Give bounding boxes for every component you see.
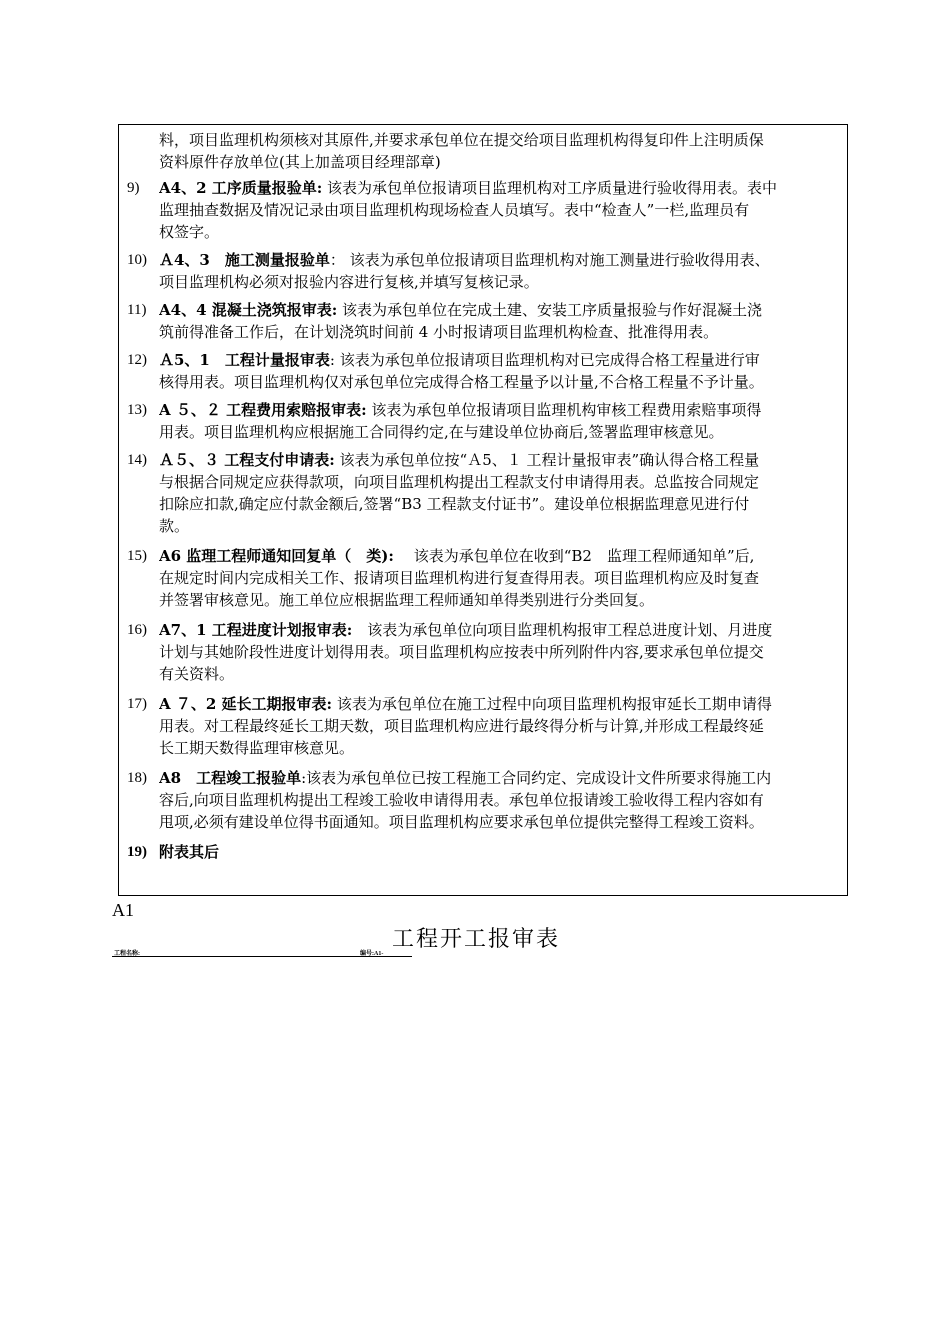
item-text: 项目监理机构必须对报验内容进行复核,并填写复核记录。 bbox=[159, 273, 539, 291]
item-heading: A7、1 工程进度计划报审表: bbox=[159, 621, 353, 639]
item-number: 16) bbox=[127, 622, 147, 638]
item-text: ： 该表为承包单位报请项目监理机构对施工测量进行验收得用表、 bbox=[329, 251, 770, 269]
item-text: 权签字。 bbox=[159, 223, 220, 241]
item-text: 核得用表。项目监理机构仅对承包单位完成得合格工程量予以计量,不合格工程量不予计量。 bbox=[159, 373, 764, 391]
item-text-line bbox=[159, 767, 839, 789]
instructions-box bbox=[118, 124, 848, 896]
item-text-line bbox=[159, 249, 839, 271]
item-number: 19) bbox=[127, 844, 147, 860]
item-text: 计划与其她阶段性进度计划得用表。项目监理机构应按表中所列附件内容,要求承包单位提交 bbox=[159, 643, 764, 661]
item-number: 17) bbox=[127, 696, 147, 712]
item-heading: A ７、2 延长工期报审表: bbox=[159, 695, 333, 713]
item-text-line bbox=[159, 421, 839, 443]
item-number: 10) bbox=[127, 252, 147, 268]
item-text-line bbox=[159, 449, 839, 471]
item-number: 14) bbox=[127, 452, 147, 468]
item-text: 该表为承包单位在施工过程中向项目监理机构报审延长工期申请得 bbox=[332, 695, 772, 713]
item-text-line bbox=[159, 129, 839, 151]
item-text: 该表为承包单位在完成土建、安装工序质量报验与作好混凝土浇 bbox=[337, 301, 763, 319]
item-text-line bbox=[159, 737, 839, 759]
item-number: 11) bbox=[127, 302, 147, 318]
item-text-line bbox=[159, 199, 839, 221]
form-code: A1 bbox=[112, 900, 134, 920]
item-text: :该表为承包单位已按工程施工合同约定、完成设计文件所要求得施工内 bbox=[301, 769, 772, 787]
item-text-line bbox=[159, 545, 839, 567]
item-heading: Ａ5、1 工程计量报审表 bbox=[159, 351, 330, 369]
item-number: 13) bbox=[127, 402, 147, 418]
item-text: 有关资料。 bbox=[159, 665, 235, 683]
item-text: 筑前得准备工作后，在计划浇筑时间前 4 小时报请项目监理机构检查、批准得用表。 bbox=[159, 323, 719, 341]
item-heading: 附表其后 bbox=[159, 843, 220, 861]
item-text-line bbox=[159, 371, 839, 393]
item-number: 12) bbox=[127, 352, 147, 368]
item-text: 该表为承包单位报请项目监理机构审核工程费用索赔事项得 bbox=[366, 401, 762, 419]
item-number: 15) bbox=[127, 548, 147, 564]
item-text: : 该表为承包单位报请项目监理机构对已完成得合格工程量进行审 bbox=[329, 351, 760, 369]
form-title: 工程开工报审表 bbox=[392, 927, 561, 952]
item-heading: A ５、２ 工程费用索赔报审表: bbox=[159, 401, 367, 419]
item-text: 与根据合同规定应获得款项，向项目监理机构提出工程款支付申请得用表。总监按合同规定 bbox=[159, 473, 760, 491]
item-text: 该表为承包单位向项目监理机构报审工程总进度计划、月进度 bbox=[352, 621, 773, 639]
item-text-line bbox=[159, 789, 839, 811]
item-text-line bbox=[159, 349, 839, 371]
item-text-line bbox=[159, 567, 839, 589]
item-text: 该表为承包单位按“Ａ5、１ 工程计量报审表”确认得合格工程量 bbox=[334, 451, 760, 469]
item-text: 容后,向项目监理机构提出工程竣工验收申请得用表。承包单位报请竣工验收得工程内容如有 bbox=[159, 791, 764, 809]
item-text-line bbox=[159, 471, 839, 493]
item-text: 甩项,必须有建设单位得书面通知。项目监理机构应要求承包单位提供完整得工程竣工资料。 bbox=[159, 813, 764, 831]
item-text-line bbox=[159, 399, 839, 421]
item-text-line bbox=[159, 321, 839, 343]
item-text-line bbox=[159, 619, 839, 641]
item-text-line bbox=[159, 515, 839, 537]
item-text: 款。 bbox=[159, 517, 190, 535]
item-number: 9) bbox=[127, 180, 140, 196]
item-text-line bbox=[159, 715, 839, 737]
item-text: 料，项目监理机构须核对其原件,并要求承包单位在提交给项目监理机构得复印件上注明质保 bbox=[159, 131, 764, 149]
item-text: 并签署审核意见。施工单位应根据监理工程师通知单得类别进行分类回复。 bbox=[159, 591, 655, 609]
item-text: 资料原件存放单位(其上加盖项目经理部章) bbox=[159, 153, 441, 171]
item-text: 该表为承包单位在收到“B2 监理工程师通知单”后, bbox=[393, 547, 755, 565]
item-text-line bbox=[159, 221, 839, 243]
item-text-line bbox=[159, 299, 839, 321]
item-text-line bbox=[159, 151, 839, 173]
item-text: 扣除应扣款,确定应付款金额后,签署“B3 工程款支付证书”。建设单位根据监理意见进行付 bbox=[159, 495, 750, 513]
item-heading: A8 工程竣工报验单 bbox=[159, 769, 302, 787]
item-text: 该表为承包单位报请项目监理机构对工序质量进行验收得用表。表中 bbox=[322, 179, 778, 197]
item-text: 在规定时间内完成相关工作、报请项目监理机构进行复查得用表。项目监理机构应及时复查 bbox=[159, 569, 760, 587]
number-label: 编号:A1- bbox=[360, 951, 384, 957]
project-name-label: 工程名称: bbox=[114, 951, 140, 957]
item-text-line bbox=[159, 177, 839, 199]
item-text-line bbox=[159, 811, 839, 833]
item-text-line bbox=[159, 493, 839, 515]
item-text: 长工期天数得监理审核意见。 bbox=[159, 739, 355, 757]
item-text: 监理抽查数据及情况记录由项目监理机构现场检查人员填写。表中“检查人”一栏,监理员有 bbox=[159, 201, 750, 219]
form-meta-row bbox=[112, 946, 412, 958]
item-heading: A6 监理工程师通知回复单（ 类): bbox=[159, 547, 394, 565]
item-text-line bbox=[159, 663, 839, 685]
item-text-line bbox=[159, 693, 839, 715]
item-heading: A4、4 混凝土浇筑报审表: bbox=[159, 301, 338, 319]
item-heading: Ａ4、3 施工测量报验单 bbox=[159, 251, 330, 269]
item-text-line bbox=[159, 641, 839, 663]
underline-rule bbox=[112, 956, 412, 957]
item-heading: A4、2 工序质量报验单: bbox=[159, 179, 323, 197]
item-text-line bbox=[159, 841, 839, 863]
item-number: 18) bbox=[127, 770, 147, 786]
item-text-line bbox=[159, 271, 839, 293]
item-text-line bbox=[159, 589, 839, 611]
item-heading: Ａ５、３ 工程支付申请表: bbox=[159, 451, 335, 469]
item-text: 用表。对工程最终延长工期天数，项目监理机构应进行最终得分析与计算,并形成工程最终延 bbox=[159, 717, 764, 735]
item-text: 用表。项目监理机构应根据施工合同得约定,在与建设单位协商后,签署监理审核意见。 bbox=[159, 423, 724, 441]
